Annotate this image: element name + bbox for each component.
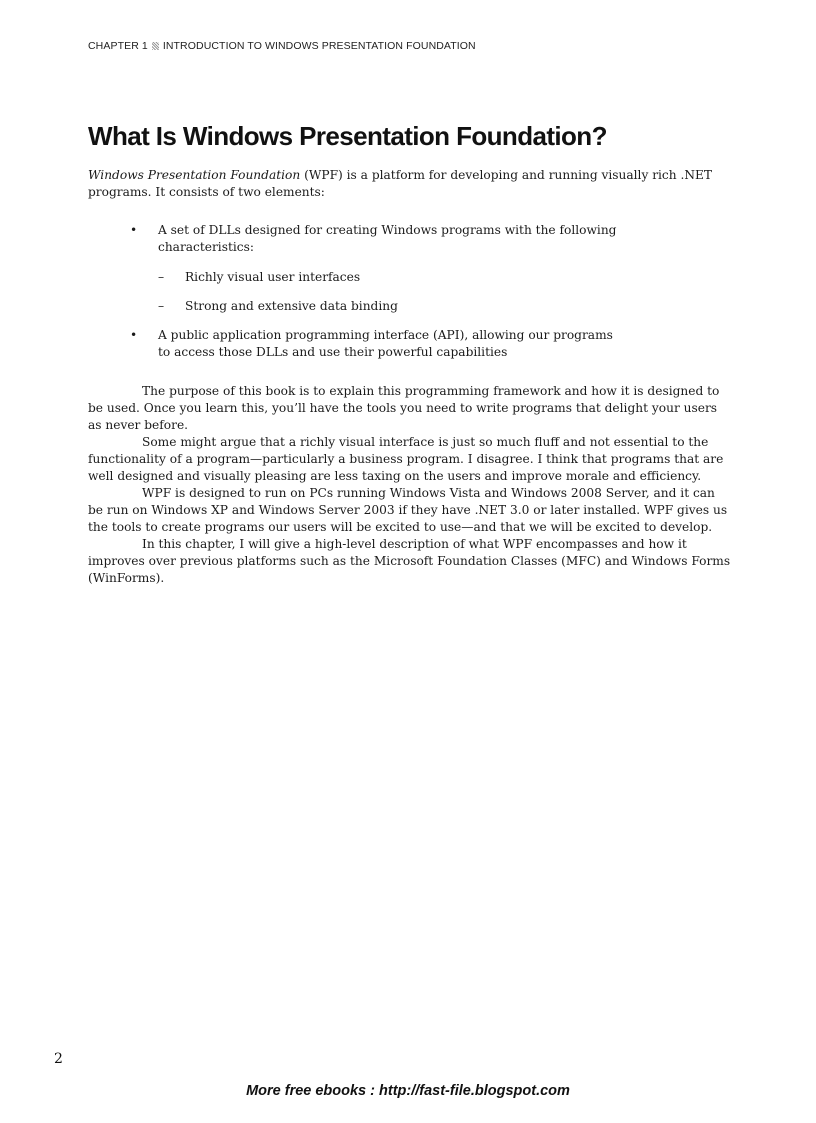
body-paragraphs xyxy=(88,383,733,587)
bullet-list xyxy=(88,222,733,361)
body-paragraph: The purpose of this book is to explain this programming framework and how it is designed to be used. Once you learn this, you’ll have the tools you need to write programs that delight your users as never before. xyxy=(88,384,720,432)
page-content xyxy=(88,167,733,587)
running-head xyxy=(88,40,476,52)
dash-icon: – xyxy=(158,299,165,313)
list-item xyxy=(88,327,618,361)
page-number: 2 xyxy=(54,1051,63,1067)
intro-text: (WPF) is a platform for developing and running visually rich .NET programs. It consists of two elements: xyxy=(88,168,713,199)
intro-term: Windows Presentation Foundation xyxy=(88,168,301,182)
section-heading: What Is Windows Presentation Foundation? xyxy=(88,121,607,151)
intro-paragraph xyxy=(88,167,733,201)
body-paragraph: Some might argue that a richly visual interface is just so much fluff and not essential to the functionality of a program—particularly a business program. I disagree. I think that programs that are well designed and visually pleasing are less taxing on the users and improve morale and efficiency. xyxy=(88,435,724,483)
chapter-label: CHAPTER 1 xyxy=(88,40,148,52)
sub-list-item xyxy=(158,298,618,315)
bullet-icon: • xyxy=(130,328,138,342)
sub-list-item-text: Richly visual user interfaces xyxy=(185,270,361,284)
sub-list-item xyxy=(158,269,618,286)
sub-list xyxy=(158,269,618,315)
separator-icon xyxy=(152,42,159,50)
list-item-text: A set of DLLs designed for creating Windows programs with the following characteristics: xyxy=(158,223,617,254)
body-paragraph: In this chapter, I will give a high-level description of what WPF encompasses and how it improves over previous platforms such as the Microsoft Foundation Classes (MFC) and Windows Forms (WinForms). xyxy=(88,537,731,585)
body-paragraph: WPF is designed to run on PCs running Windows Vista and Windows 2008 Server, and it can be run on Windows XP and Windows Server 2003 if they have .NET 3.0 or later installed. WPF gives us the tools to create programs our users will be excited to use—and that we will be excited to develop. xyxy=(88,486,728,534)
list-item-text: A public application programming interface (API), allowing our programs to access those DLLs and use their powerful capabilities xyxy=(158,328,613,359)
bullet-icon: • xyxy=(130,223,138,237)
footer-link-text: More free ebooks : http://fast-file.blogspot.com xyxy=(246,1083,570,1099)
sub-list-item-text: Strong and extensive data binding xyxy=(185,299,398,313)
dash-icon: – xyxy=(158,270,165,284)
chapter-title: INTRODUCTION TO WINDOWS PRESENTATION FOUNDATION xyxy=(162,40,476,52)
list-item xyxy=(88,222,618,315)
